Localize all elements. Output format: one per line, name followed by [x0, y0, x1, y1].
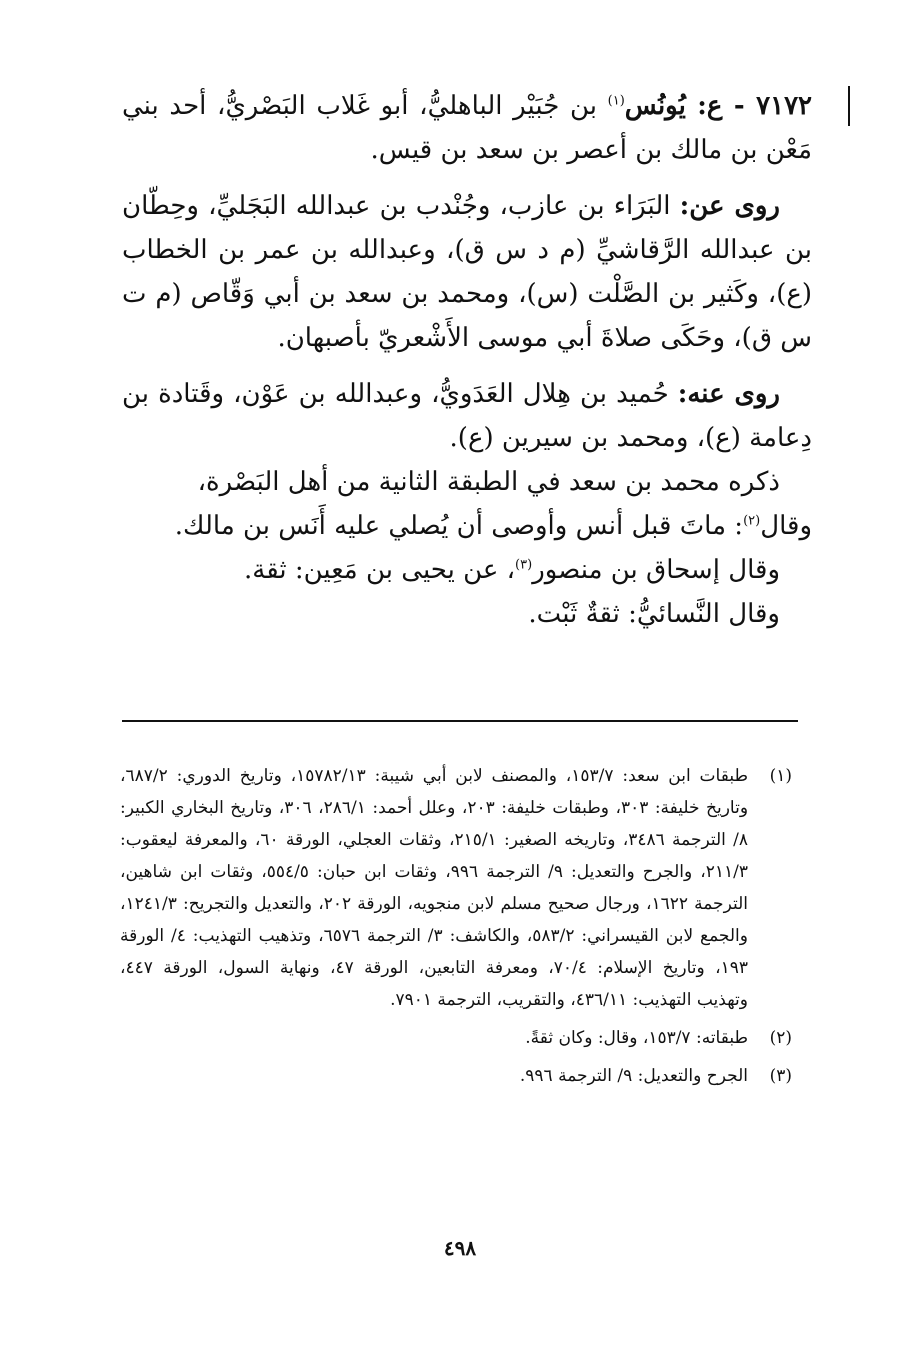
entry-lineage: بن جُبَيْر الباهليُّ، أبو غَلاب البَصْريُّ، أحد بني مَعْن بن مالك بن أعصر بن سعد بن قيس.	[122, 91, 812, 165]
footnote-text: الجرح والتعديل: ٩/ الترجمة ٩٩٦.	[519, 1066, 748, 1086]
footnote-number: (٣)	[769, 1066, 792, 1086]
footnote-ref-2: (٢)	[743, 513, 761, 529]
footnote-ref-3: (٣)	[515, 557, 533, 573]
footnote-2	[120, 1022, 792, 1054]
paragraph-death-rest: : ماتَ قبل أنس وأوصى أن يُصلي عليه أَنَس بن مالك.	[174, 511, 744, 541]
footnote-text: طبقات ابن سعد: ١٥٣/٧، والمصنف لابن أبي شيبة: ١٥٧٨٢/١٣، وتاريخ الدوري: ٦٨٧/٢، وتاريخ خليفة: ٣٠٣، وطبقات خليفة: ٢٠٣، وعلل أحمد: ٢٨٦/١، ٣٠٦، وتاريخ البخاري الكبير: ٨/ الترجمة ٣٤٨٦، وتاريخه الصغير: ٢١٥/١، وثقات العجلي، الورقة ٦٠، والمعرفة ليعقوب: ٢١١/٣، والجرح والتعديل: ٩/ الترجمة ٩٩٦، وثقات ابن حبان: ٥٥٤/٥، وثقات ابن شاهين، الترجمة ١٦٢٢، ورجال صحيح مسلم لابن منجويه، الورقة ٢٠٢، والتعديل والتجريح: ١٢٤١/٣، والجمع لابن القيسراني: ٥٨٣/٢، والكاشف: ٣/ الترجمة ٦٥٧٦، وتذهيب التهذيب: ٤/ الورقة ١٩٣، وتاريخ الإسلام: ٧٠/٤، ومعرفة التابعين، الورقة ٤٧، ونهاية السول، الورقة ٤٤٧، وتهذيب التهذيب: ٤٣٦/١١، والتقريب، الترجمة ٧٩٠١.	[120, 766, 749, 1010]
paragraph-nasai: وقال النَّسائيُّ: ثقةٌ ثَبْت.	[528, 599, 780, 629]
narrated-from-label: روى عن:	[679, 191, 780, 221]
paragraph-ibn-saad: ذكره محمد بن سعد في الطبقة الثانية من أهل البَصْرة،	[197, 467, 780, 497]
margin-bar	[848, 86, 850, 126]
paragraph-ishaq-rest: ، عن يحيى بن مَعِين: ثقة.	[244, 555, 516, 585]
footnotes	[120, 760, 792, 1098]
footnote-number: (٢)	[769, 1028, 792, 1048]
footnote-3	[120, 1060, 792, 1092]
footnote-1	[120, 760, 792, 1016]
footnote-text: طبقاته: ١٥٣/٧، وقال: وكان ثقةً.	[525, 1028, 748, 1048]
biography-entry	[122, 84, 812, 636]
footnote-ref-1: (١)	[607, 93, 625, 109]
footnote-separator	[122, 720, 798, 722]
narrated-from-text: البَرَاء بن عازب، وجُنْدب بن عبدالله البَجَليِّ، وحِطّان بن عبدالله الرَّقاشيِّ (م د س ق)، وعبدالله بن عمر بن الخطاب (ع)، وكَثير بن الصَّلْت (س)، ومحمد بن سعد بن أبي وَقّاص (م ت س ق)، وحَكَى صلاةَ أبي موسى الأَشْعريّ بأصبهان.	[122, 191, 812, 353]
paragraph-ishaq-start: وقال إسحاق بن منصور	[532, 555, 780, 585]
page-number: ٤٩٨	[443, 1236, 477, 1260]
narrated-by-label: روى عنه:	[677, 379, 780, 409]
narrated-from-paragraph	[122, 184, 812, 360]
footnote-number: (١)	[769, 766, 792, 786]
narrated-by-paragraph	[122, 372, 812, 460]
paragraph-death	[122, 504, 812, 548]
paragraph-death-start: وقال	[760, 511, 812, 541]
entry-heading	[122, 84, 812, 172]
narrated-by-text: حُميد بن هِلال العَدَويُّ، وعبدالله بن عَوْن، وقَتادة بن دِعامة (ع)، ومحمد بن سيرين (ع).	[122, 379, 812, 453]
entry-number-and-name: ٧١٧٢ - ع: يُونُس	[624, 91, 813, 121]
paragraph-ishaq	[122, 548, 812, 592]
